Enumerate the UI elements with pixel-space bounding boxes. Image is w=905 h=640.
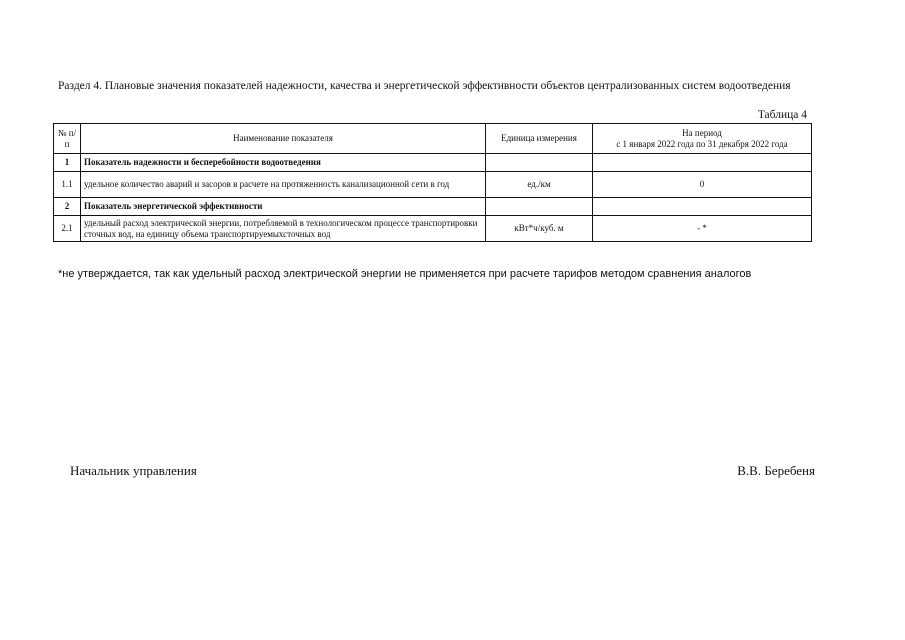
row-value bbox=[593, 198, 812, 216]
table-row bbox=[54, 216, 812, 242]
table-row bbox=[54, 172, 812, 198]
row-name: удельный расход электрической энергии, потребляемой в технологическом процессе транспортировки сточных вод, на единицу объема транспортируемыхсточных вод bbox=[81, 216, 486, 242]
table-row bbox=[54, 154, 812, 172]
header-period-line1: На период bbox=[682, 128, 722, 138]
row-unit: кВт*ч/куб. м bbox=[486, 216, 593, 242]
header-period-line2: с 1 января 2022 года по 31 декабря 2022 года bbox=[616, 138, 788, 149]
row-num: 1 bbox=[54, 154, 81, 172]
signature-position: Начальник управления bbox=[70, 463, 197, 478]
row-unit: ед./км bbox=[486, 172, 593, 198]
row-value: - * bbox=[593, 216, 812, 242]
header-name: Наименование показателя bbox=[81, 124, 486, 154]
row-num: 2.1 bbox=[54, 216, 81, 242]
header-num: № п/п bbox=[54, 124, 81, 154]
row-num: 2 bbox=[54, 198, 81, 216]
row-num: 1.1 bbox=[54, 172, 81, 198]
footnote: *не утверждается, так как удельный расход электрической энергии не применяется при расчете тарифов методом сравнения аналогов bbox=[58, 268, 752, 280]
indicators-table bbox=[53, 123, 812, 242]
header-unit: Единица измерения bbox=[486, 124, 593, 154]
header-period bbox=[593, 124, 812, 154]
row-name: Показатель надежности и бесперебойности водоотведения bbox=[81, 154, 486, 172]
row-value: 0 bbox=[593, 172, 812, 198]
table-header-row bbox=[54, 124, 812, 154]
signature-name: В.В. Беребеня bbox=[737, 463, 815, 478]
row-name: удельное количество аварий и засоров в расчете на протяженность канализационной сети в год bbox=[81, 172, 486, 198]
table-row bbox=[54, 198, 812, 216]
table-label: Таблица 4 bbox=[757, 109, 807, 121]
row-unit bbox=[486, 154, 593, 172]
row-value bbox=[593, 154, 812, 172]
row-name: Показатель энергетической эффективности bbox=[81, 198, 486, 216]
section-title: Раздел 4. Плановые значения показателей надежности, качества и энергетической эффективности объектов централизованных систем водоотведения bbox=[58, 80, 791, 92]
row-unit bbox=[486, 198, 593, 216]
